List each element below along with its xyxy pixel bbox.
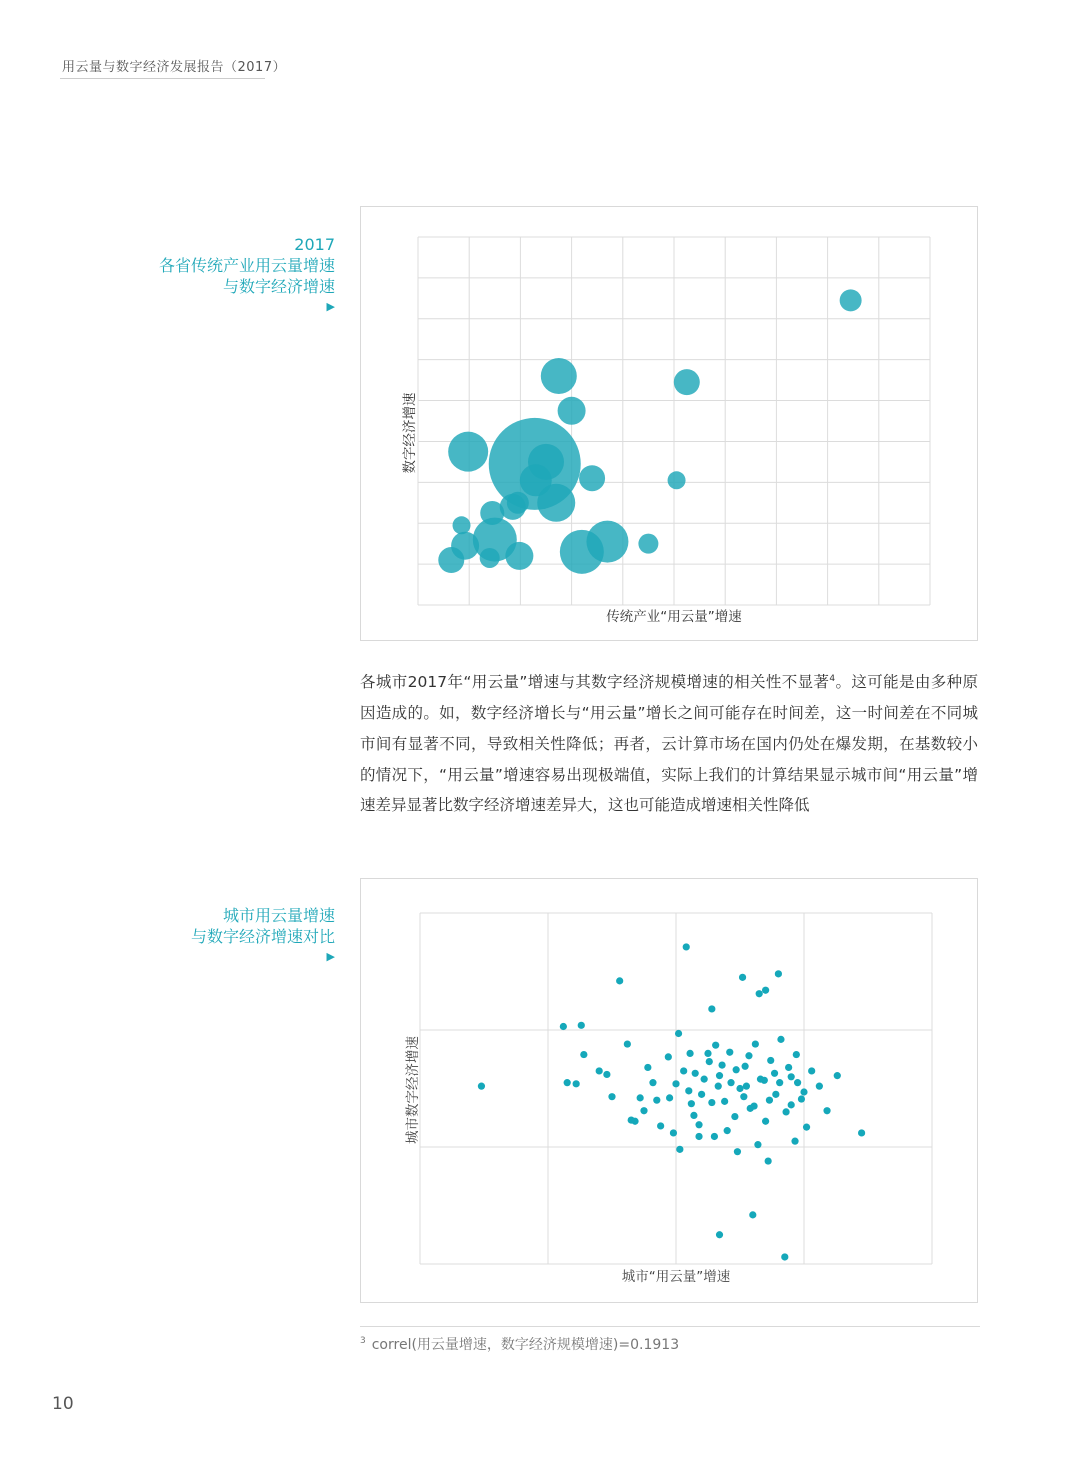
- chart1-bubble: [579, 465, 605, 491]
- figure1-caption-line1: 各省传统产业用云量增速: [158, 256, 335, 275]
- chart2-point: [670, 1129, 677, 1136]
- page-number: 10: [52, 1394, 74, 1414]
- chart2-point: [727, 1079, 734, 1086]
- body-paragraph: [360, 664, 978, 821]
- footnote: [360, 1334, 679, 1354]
- chart2-point: [608, 1093, 615, 1100]
- chart2-point: [800, 1088, 807, 1095]
- chart2-point: [791, 1138, 798, 1145]
- chart2-point: [680, 1067, 687, 1074]
- chart2-point: [781, 1253, 788, 1260]
- chart2-point: [560, 1023, 567, 1030]
- chart2-point: [765, 1157, 772, 1164]
- chart1-bubble: [507, 492, 529, 514]
- header-divider: [60, 78, 265, 79]
- chart2-point: [739, 974, 746, 981]
- chart2-point: [752, 1040, 759, 1047]
- chart2-point: [762, 987, 769, 994]
- chart2-point: [734, 1148, 741, 1155]
- chart2-point: [640, 1107, 647, 1114]
- chart2-point: [808, 1067, 815, 1074]
- chart1-bubble: [586, 521, 628, 563]
- chart2-point: [685, 1087, 692, 1094]
- chart2-point: [478, 1083, 485, 1090]
- chart2-point: [711, 1133, 718, 1140]
- chart2-point: [777, 1036, 784, 1043]
- chart2-point: [788, 1073, 795, 1080]
- footnote-divider: [360, 1326, 980, 1327]
- chart2-point: [690, 1112, 697, 1119]
- chart2-point: [733, 1066, 740, 1073]
- chart2-point: [695, 1121, 702, 1128]
- chart2-point: [704, 1050, 711, 1057]
- chart2-point: [772, 1091, 779, 1098]
- chart1-bubble: [558, 397, 586, 425]
- chart2-point: [637, 1094, 644, 1101]
- chart2-point: [701, 1076, 708, 1083]
- body-text-part1: 各城市2017年“用云量”增速与其数字经济规模增速的相关性不显著: [360, 673, 830, 692]
- chart2-point: [731, 1113, 738, 1120]
- chart2-point: [578, 1022, 585, 1029]
- chart2-point: [834, 1072, 841, 1079]
- chart2-point: [644, 1064, 651, 1071]
- chart2-point: [740, 1093, 747, 1100]
- chart2-point: [580, 1051, 587, 1058]
- figure1-caption-year: 2017: [294, 235, 335, 254]
- chart2-point: [603, 1071, 610, 1078]
- chart2-point: [771, 1070, 778, 1077]
- chart2-point: [672, 1080, 679, 1087]
- triangle-right-icon: ▶: [326, 950, 335, 963]
- chart1-y-axis-label: 数字经济增速: [402, 392, 418, 474]
- chart2-point: [676, 1146, 683, 1153]
- chart2-point: [712, 1042, 719, 1049]
- chart2-point: [803, 1124, 810, 1131]
- chart2-point: [858, 1129, 865, 1136]
- chart2-point: [564, 1079, 571, 1086]
- chart2-y-axis-label: 城市数字经济增速: [405, 1036, 421, 1144]
- chart2-point: [798, 1095, 805, 1102]
- chart2-point: [743, 1083, 750, 1090]
- chart2-point: [736, 1085, 743, 1092]
- chart2-point: [698, 1091, 705, 1098]
- chart2-point: [726, 1049, 733, 1056]
- footnote-text: correl(用云量增速，数字经济规模增速)=0.1913: [371, 1337, 680, 1353]
- chart2-point: [745, 1052, 752, 1059]
- triangle-right-icon: ▶: [326, 300, 335, 313]
- chart2-point: [816, 1083, 823, 1090]
- chart2-point: [775, 970, 782, 977]
- chart2-point: [706, 1058, 713, 1065]
- chart2-point: [754, 1141, 761, 1148]
- chart1-bubble: [438, 547, 464, 573]
- chart1-bubble: [840, 289, 862, 311]
- chart2-point: [715, 1083, 722, 1090]
- chart1-bubble: [541, 358, 577, 394]
- chart2-point: [749, 1211, 756, 1218]
- chart2-point: [724, 1127, 731, 1134]
- chart2-point: [761, 1077, 768, 1084]
- chart2-point: [657, 1122, 664, 1129]
- figure1-caption: [159, 234, 335, 315]
- figure1-caption-line2: 与数字经济增速: [222, 277, 335, 296]
- chart2-point: [666, 1094, 673, 1101]
- chart1-bubble: [674, 369, 700, 395]
- chart1-bubble: [448, 432, 488, 472]
- chart2-point: [692, 1070, 699, 1077]
- report-header-title: 用云量与数字经济发展报告（2017）: [62, 60, 287, 75]
- chart2-point: [716, 1072, 723, 1079]
- chart2-point: [688, 1100, 695, 1107]
- chart1-bubbles: [438, 289, 861, 573]
- chart2-point: [624, 1040, 631, 1047]
- chart2-point: [750, 1102, 757, 1109]
- chart2-point: [686, 1050, 693, 1057]
- chart1-bubble: [638, 534, 658, 554]
- chart2-point: [718, 1062, 725, 1069]
- bubble-chart: [361, 207, 977, 640]
- chart2-point: [665, 1053, 672, 1060]
- figure2-chart: [360, 878, 978, 1303]
- chart2-point: [823, 1107, 830, 1114]
- chart1-bubble: [668, 471, 686, 489]
- chart1-bubble: [453, 516, 471, 534]
- figure2-caption-line1: 城市用云量增速: [222, 906, 335, 925]
- chart2-point: [628, 1116, 635, 1123]
- chart2-point: [708, 1005, 715, 1012]
- chart2-point: [788, 1101, 795, 1108]
- chart2-point: [596, 1067, 603, 1074]
- chart2-point: [649, 1079, 656, 1086]
- chart2-point: [683, 943, 690, 950]
- chart1-bubble: [505, 542, 533, 570]
- chart2-grid: [420, 913, 932, 1264]
- chart2-point: [708, 1099, 715, 1106]
- chart2-point: [721, 1098, 728, 1105]
- footnote-ref-4[interactable]: 4: [829, 674, 836, 684]
- chart2-point: [716, 1231, 723, 1238]
- chart2-points: [478, 943, 865, 1260]
- chart1-bubble: [537, 484, 575, 522]
- chart2-x-axis-label: 城市“用云量”增速: [621, 1269, 731, 1285]
- chart1-bubble: [480, 548, 500, 568]
- chart2-point: [573, 1080, 580, 1087]
- chart2-point: [675, 1030, 682, 1037]
- chart2-point: [794, 1079, 801, 1086]
- chart2-point: [782, 1108, 789, 1115]
- footnote-number: 3: [360, 1336, 366, 1347]
- scatter-chart: [361, 879, 977, 1302]
- chart2-point: [793, 1051, 800, 1058]
- chart2-point: [767, 1057, 774, 1064]
- chart2-point: [785, 1064, 792, 1071]
- chart2-point: [742, 1063, 749, 1070]
- chart2-point: [776, 1079, 783, 1086]
- chart2-point: [616, 977, 623, 984]
- chart2-point: [766, 1097, 773, 1104]
- chart2-point: [762, 1118, 769, 1125]
- figure2-caption: [191, 905, 335, 965]
- chart2-point: [653, 1097, 660, 1104]
- figure2-caption-line2: 与数字经济增速对比: [190, 927, 335, 946]
- body-text-part2: 。这可能是由多种原因造成的。如，数字经济增长与“用云量”增长之间可能存在时间差，这一时间差在不同城市间有显著不同，导致相关性降低；再者，云计算市场在国内仍处在爆发期，在基数较小的情况下，“用云量”增速容易出现极端值，实际上我们的计算结果显示城市间“用云量”增速差异显著比数字经济增速差异大，这也可能造成增速相关性降低: [360, 673, 978, 815]
- chart2-point: [756, 990, 763, 997]
- chart1-x-axis-label: 传统产业“用云量”增速: [606, 609, 742, 625]
- figure1-chart: [360, 206, 978, 641]
- chart2-point: [695, 1133, 702, 1140]
